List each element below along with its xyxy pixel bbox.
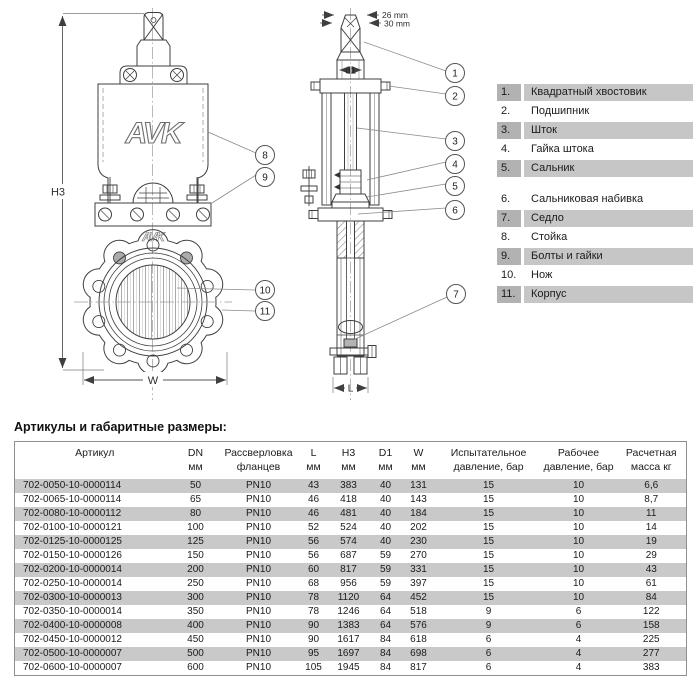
legend-item-label: Корпус <box>524 286 693 303</box>
callout-10 <box>256 281 275 300</box>
cell-l: 46 <box>307 494 320 505</box>
cell-test-pressure: 15 <box>482 550 495 561</box>
cell-test-pressure: 15 <box>482 508 495 519</box>
cell-artikul: 702-0450-10-0000012 <box>23 634 122 645</box>
dim-h3-label: H3 <box>50 186 66 199</box>
cell-w: 270 <box>410 550 427 561</box>
cell-h3: 1383 <box>337 620 360 631</box>
plate-bolts <box>99 208 210 221</box>
cell-test-pressure: 15 <box>482 578 495 589</box>
cell-h3: 383 <box>340 480 357 491</box>
cell-h3: 418 <box>340 494 357 505</box>
dim-stem-widths <box>320 10 410 29</box>
cell-d1: 64 <box>379 620 392 631</box>
cell-w: 397 <box>410 578 427 589</box>
cell-mass: 158 <box>642 620 660 631</box>
table-row <box>15 647 687 661</box>
avk-logo-small: AVK <box>142 230 164 244</box>
table-row <box>15 563 687 577</box>
column-header-line2: мм <box>306 461 321 473</box>
cell-w: 131 <box>410 480 427 491</box>
cell-w: 452 <box>410 592 427 603</box>
cell-h3: 1945 <box>337 662 360 673</box>
cell-test-pressure: 9 <box>485 606 492 617</box>
table-row <box>15 549 687 563</box>
column-header-line2: фланцев <box>236 461 281 473</box>
table-row <box>15 535 687 549</box>
cell-artikul: 702-0125-10-0000125 <box>23 536 122 547</box>
cell-dn: 125 <box>187 536 204 547</box>
column-header <box>617 442 687 480</box>
cell-flange-drilling: PN10 <box>245 648 271 659</box>
cell-artikul: 702-0250-10-0000014 <box>23 578 122 589</box>
table-row <box>15 493 687 507</box>
column-header-line1: L <box>310 447 317 459</box>
cell-dn: 50 <box>189 480 202 491</box>
cell-artikul: 702-0050-10-0000114 <box>23 480 122 491</box>
cell-mass: 14 <box>645 522 657 533</box>
legend-item-number: 3. <box>497 122 521 139</box>
cell-artikul: 702-0100-10-0000121 <box>23 522 122 533</box>
legend-item-label: Квадратный хвостовик <box>524 84 693 101</box>
cell-mass: 122 <box>642 606 660 617</box>
cell-working-pressure: 4 <box>575 648 582 659</box>
column-header-line2: мм <box>188 461 203 473</box>
cell-l: 56 <box>307 536 320 547</box>
cell-d1: 84 <box>379 648 392 659</box>
callout-8 <box>256 146 275 165</box>
legend-item <box>497 286 693 303</box>
cell-l: 46 <box>307 508 320 519</box>
cell-dn: 500 <box>187 648 204 659</box>
cell-working-pressure: 4 <box>575 634 582 645</box>
cell-w: 184 <box>410 508 427 519</box>
column-header-line2: мм <box>411 461 426 473</box>
cell-d1: 64 <box>379 606 392 617</box>
cell-flange-drilling: PN10 <box>245 592 271 603</box>
table-row <box>15 577 687 591</box>
cell-l: 56 <box>307 550 320 561</box>
cell-flange-drilling: PN10 <box>245 564 271 575</box>
cell-mass: 383 <box>642 662 660 673</box>
svg-text:11: 11 <box>259 306 271 318</box>
legend-item-number: 1. <box>497 84 521 101</box>
cell-d1: 59 <box>379 550 392 561</box>
cell-l: 52 <box>307 522 320 533</box>
cell-flange-drilling: PN10 <box>245 550 271 561</box>
table-title: Артикулы и габаритные размеры: <box>14 420 227 434</box>
cell-working-pressure: 10 <box>572 480 585 491</box>
cell-working-pressure: 6 <box>575 606 582 617</box>
cell-w: 143 <box>410 494 427 505</box>
callout-11 <box>256 302 275 321</box>
cell-d1: 59 <box>379 564 392 575</box>
column-header-line1: H3 <box>341 447 356 459</box>
legend-item <box>497 267 693 284</box>
cell-l: 60 <box>307 564 320 575</box>
legend-item-number: 10. <box>501 269 517 281</box>
cell-d1: 40 <box>379 480 392 491</box>
table-row <box>15 507 687 521</box>
column-header <box>175 442 217 480</box>
front-view-drawing <box>44 8 232 400</box>
table-row <box>15 661 687 676</box>
svg-text:9: 9 <box>262 172 268 184</box>
cell-artikul: 702-0500-10-0000007 <box>23 648 122 659</box>
cell-w: 230 <box>410 536 427 547</box>
column-header-line2: масса кг <box>630 461 672 473</box>
cell-test-pressure: 15 <box>482 564 495 575</box>
cell-h3: 1120 <box>337 592 360 603</box>
cell-mass: 19 <box>645 536 657 547</box>
column-header <box>437 442 541 480</box>
cell-w: 817 <box>410 662 427 673</box>
cell-l: 90 <box>307 620 320 631</box>
cell-artikul: 702-0200-10-0000014 <box>23 564 122 575</box>
legend-item-number: 11. <box>497 286 521 303</box>
legend-item <box>497 122 693 139</box>
legend-item-number: 6. <box>501 193 511 205</box>
cell-flange-drilling: PN10 <box>245 536 271 547</box>
cell-flange-drilling: PN10 <box>245 578 271 589</box>
table-row <box>15 605 687 619</box>
cell-working-pressure: 10 <box>572 522 585 533</box>
cell-test-pressure: 15 <box>482 480 495 491</box>
column-header-line2: давление, бар <box>453 461 524 473</box>
legend-item <box>497 210 693 227</box>
column-header-line2 <box>15 460 175 474</box>
cell-test-pressure: 6 <box>485 662 492 673</box>
legend-item <box>497 103 693 120</box>
cell-l: 78 <box>307 592 320 603</box>
cell-mass: 225 <box>642 634 660 645</box>
cell-h3: 817 <box>340 564 357 575</box>
cell-test-pressure: 15 <box>482 494 495 505</box>
cell-dn: 400 <box>187 620 204 631</box>
legend-item-label: Болты и гайки <box>524 248 693 265</box>
cell-h3: 1617 <box>337 634 360 645</box>
cell-artikul: 702-0065-10-0000114 <box>23 494 122 505</box>
cell-working-pressure: 10 <box>572 564 585 575</box>
cell-flange-drilling: PN10 <box>245 620 271 631</box>
cell-artikul: 702-0350-10-0000014 <box>23 606 122 617</box>
cell-test-pressure: 15 <box>482 592 495 603</box>
dimensions-table <box>14 441 687 676</box>
legend-item-label: Седло <box>524 210 693 227</box>
cell-mass: 43 <box>645 564 657 575</box>
cell-test-pressure: 6 <box>485 648 492 659</box>
cell-mass: 11 <box>646 508 657 519</box>
dim-30mm-label: 30 mm <box>384 18 410 29</box>
cell-l: 68 <box>307 578 320 589</box>
cell-d1: 84 <box>379 634 392 645</box>
cell-l: 95 <box>307 648 320 659</box>
cell-working-pressure: 10 <box>572 494 585 505</box>
legend-item <box>497 141 693 158</box>
cell-artikul: 702-0080-10-0000112 <box>23 508 122 519</box>
cell-l: 90 <box>307 634 320 645</box>
table-row <box>15 479 687 493</box>
legend-item-label: Нож <box>531 269 553 281</box>
cell-mass: 29 <box>645 550 657 561</box>
svg-text:2: 2 <box>452 91 458 103</box>
cell-w: 331 <box>410 564 427 575</box>
table-row <box>15 619 687 633</box>
svg-text:5: 5 <box>452 181 458 193</box>
cell-d1: 59 <box>379 578 392 589</box>
cell-d1: 40 <box>379 508 392 519</box>
legend-item <box>497 191 693 208</box>
cell-flange-drilling: PN10 <box>245 508 271 519</box>
column-header-line1: Артикул <box>75 447 115 459</box>
legend-item-number: 8. <box>501 231 511 243</box>
valve-technical-drawing <box>0 0 480 415</box>
svg-text:8: 8 <box>262 150 268 162</box>
column-header <box>371 442 401 480</box>
legend-item-label: Стойка <box>531 231 568 243</box>
cell-dn: 450 <box>187 634 204 645</box>
cell-flange-drilling: PN10 <box>245 494 271 505</box>
legend-item-number: 7. <box>497 210 521 227</box>
dim-l-label: L <box>347 383 354 395</box>
svg-text:3: 3 <box>452 136 458 148</box>
callout-2 <box>446 87 465 106</box>
cell-working-pressure: 10 <box>572 578 585 589</box>
legend-item-label: Сальниковая набивка <box>531 193 644 205</box>
column-header-line1: Расчетная <box>625 447 677 459</box>
table-row <box>15 633 687 647</box>
table-row <box>15 521 687 535</box>
cell-w: 618 <box>410 634 427 645</box>
cell-artikul: 702-0300-10-0000013 <box>23 592 122 603</box>
column-header <box>541 442 617 480</box>
table-row <box>15 591 687 605</box>
cell-working-pressure: 10 <box>572 508 585 519</box>
callout-9 <box>256 168 275 187</box>
cell-h3: 574 <box>340 536 357 547</box>
cell-dn: 600 <box>187 662 204 673</box>
cell-l: 105 <box>305 662 322 673</box>
cell-h3: 1697 <box>337 648 360 659</box>
cell-d1: 84 <box>379 662 392 673</box>
cell-flange-drilling: PN10 <box>245 606 271 617</box>
cell-working-pressure: 10 <box>572 536 585 547</box>
gland-bolts <box>100 177 207 203</box>
legend-item <box>497 160 693 177</box>
cell-dn: 80 <box>189 508 202 519</box>
dim-d1-label: d1 <box>345 65 356 76</box>
cell-working-pressure: 10 <box>572 592 585 603</box>
cell-flange-drilling: PN10 <box>245 522 271 533</box>
dim-w <box>83 352 227 387</box>
callout-6 <box>446 201 465 220</box>
cell-dn: 300 <box>187 592 204 603</box>
legend-item-label: Шток <box>524 122 693 139</box>
column-header <box>301 442 327 480</box>
cell-artikul: 702-0600-10-0000007 <box>23 662 122 673</box>
cell-w: 698 <box>410 648 427 659</box>
table-header <box>15 442 687 480</box>
column-header-line2: давление, бар <box>543 461 614 473</box>
column-header-line1: W <box>413 447 424 459</box>
callout-3 <box>446 132 465 151</box>
dim-w-label: W <box>147 375 159 387</box>
column-header-line1: Рассверловка <box>224 447 293 459</box>
cell-w: 202 <box>410 522 427 533</box>
column-header <box>327 442 371 480</box>
svg-text:4: 4 <box>452 159 458 171</box>
callout-7 <box>447 285 466 304</box>
cell-l: 78 <box>307 606 320 617</box>
cell-dn: 350 <box>187 606 204 617</box>
legend-item-label: Сальник <box>524 160 693 177</box>
column-header <box>15 442 175 480</box>
cell-l: 43 <box>307 480 320 491</box>
cell-working-pressure: 6 <box>575 620 582 631</box>
cell-test-pressure: 9 <box>485 620 492 631</box>
cell-dn: 100 <box>187 522 204 533</box>
avk-logo: AVK <box>125 117 181 150</box>
cell-flange-drilling: PN10 <box>245 634 271 645</box>
cell-test-pressure: 6 <box>485 634 492 645</box>
cell-h3: 1246 <box>337 606 360 617</box>
svg-text:7: 7 <box>453 289 459 301</box>
svg-text:10: 10 <box>259 285 271 297</box>
seat <box>344 339 357 347</box>
cell-mass: 84 <box>645 592 657 603</box>
cell-working-pressure: 4 <box>575 662 582 673</box>
cell-mass: 277 <box>642 648 660 659</box>
column-header-line1: D1 <box>378 447 393 459</box>
column-header <box>401 442 437 480</box>
cell-dn: 150 <box>187 550 204 561</box>
cell-working-pressure: 10 <box>572 550 585 561</box>
cell-flange-drilling: PN10 <box>245 662 271 673</box>
svg-text:1: 1 <box>452 68 458 80</box>
parts-legend <box>497 84 693 305</box>
legend-item-label: Гайка штока <box>531 143 594 155</box>
cell-flange-drilling: PN10 <box>245 480 271 491</box>
callout-1 <box>446 64 465 83</box>
cell-dn: 200 <box>187 564 204 575</box>
cell-mass: 61 <box>645 578 657 589</box>
legend-item-label: Подшипник <box>531 105 590 117</box>
column-header-line1: Испытательное <box>450 447 527 459</box>
side-view-drawing <box>301 8 410 400</box>
cell-d1: 40 <box>379 494 392 505</box>
cell-w: 518 <box>410 606 427 617</box>
legend-item-number: 2. <box>501 105 511 117</box>
cell-mass: 6,6 <box>644 480 659 491</box>
callout-4 <box>446 155 465 174</box>
cell-test-pressure: 15 <box>482 522 495 533</box>
dim-d1 <box>340 66 362 76</box>
column-header-line1: DN <box>187 447 204 459</box>
cell-d1: 40 <box>379 522 392 533</box>
cell-dn: 65 <box>189 494 202 505</box>
cell-dn: 250 <box>187 578 204 589</box>
cell-h3: 524 <box>340 522 357 533</box>
legend-item-number: 5. <box>497 160 521 177</box>
cell-h3: 687 <box>340 550 357 561</box>
legend-item <box>497 229 693 246</box>
column-header <box>217 442 301 480</box>
column-header-line2: мм <box>378 461 393 473</box>
cell-d1: 40 <box>379 536 392 547</box>
cell-mass: 8,7 <box>644 494 659 505</box>
cell-artikul: 702-0400-10-0000008 <box>23 620 122 631</box>
dimensions-section <box>14 420 686 676</box>
svg-text:6: 6 <box>452 205 458 217</box>
cell-w: 576 <box>410 620 427 631</box>
column-header-line2: мм <box>341 461 356 473</box>
legend-item-number: 9. <box>497 248 521 265</box>
cell-artikul: 702-0150-10-0000126 <box>23 550 122 561</box>
gland-bolt-side <box>301 166 317 206</box>
legend-item-number: 4. <box>501 143 511 155</box>
cell-d1: 64 <box>379 592 392 603</box>
cell-test-pressure: 15 <box>482 536 495 547</box>
legend-item <box>497 248 693 265</box>
legend-item <box>497 84 693 101</box>
column-header-line1: Рабочее <box>557 447 600 459</box>
cell-h3: 956 <box>340 578 357 589</box>
callout-5 <box>446 177 465 196</box>
cell-h3: 481 <box>340 508 357 519</box>
dim-26mm-label: 26 mm <box>382 10 408 20</box>
